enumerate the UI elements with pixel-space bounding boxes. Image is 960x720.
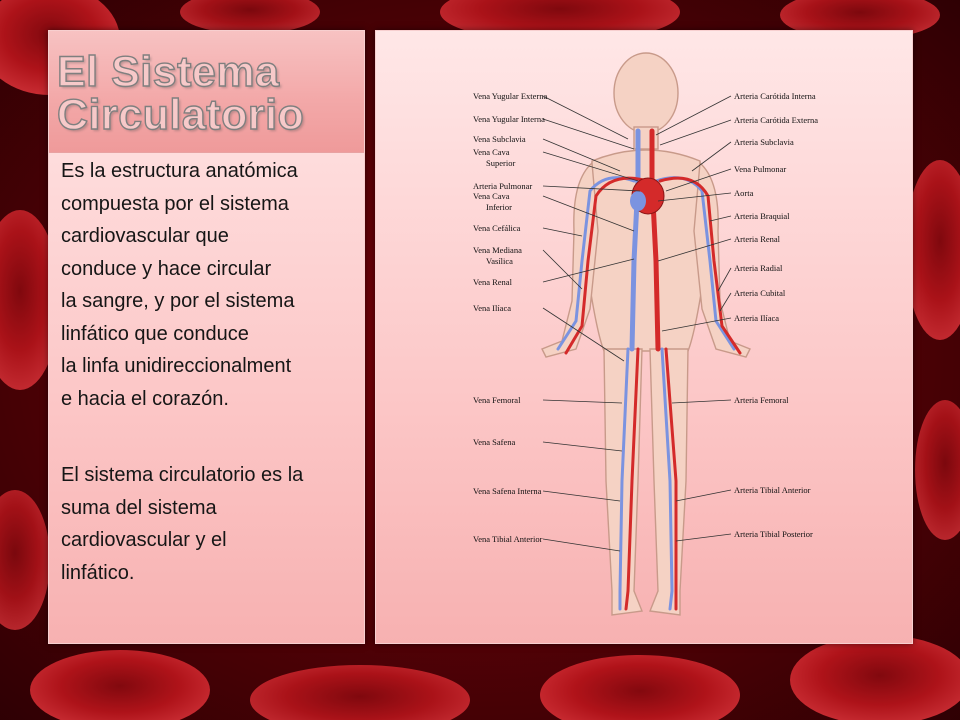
leader-line	[692, 142, 731, 171]
vessel-label-left: Vasílica	[486, 256, 513, 266]
paragraph-line: Es la estructura anatómica	[61, 160, 298, 182]
definition-paragraph	[61, 155, 361, 415]
paragraph-line: conduce y hace circular	[61, 257, 272, 280]
vessel-label-right: Arteria Renal	[734, 234, 781, 244]
paragraph-line: linfático.	[61, 561, 135, 584]
vessel-label-right: Arteria Braquial	[734, 211, 790, 221]
vessel-label-left: Vena Renal	[473, 277, 512, 287]
heart-right-side	[630, 191, 646, 211]
vessel-label-left: Vena Cava	[473, 191, 510, 201]
page-title	[57, 48, 305, 139]
vessel-label-right: Arteria Tibial Anterior	[734, 485, 811, 495]
paragraph-line: linfático que conduce	[61, 322, 249, 345]
leader-line	[660, 120, 731, 145]
vessel-label-right: Vena Pulmonar	[734, 164, 787, 174]
vessel-label-left: Superior	[486, 158, 516, 168]
vessel-label-right: Arteria Tibial Posterior	[734, 529, 813, 539]
title-line: Circulatorio	[57, 91, 305, 139]
circulatory-system-diagram	[376, 31, 914, 645]
paragraph-line: cardiovascular que	[61, 225, 229, 247]
leader-line	[543, 539, 620, 551]
summary-paragraph	[61, 459, 361, 589]
vessel-label-left: Vena Cefálica	[473, 223, 521, 233]
vessel-label-left: Inferior	[486, 202, 512, 212]
paragraph-line: e hacia el corazón.	[61, 387, 229, 410]
vessel-label-left: Vena Safena Interna	[473, 486, 542, 496]
vessel-label-left: Vena Yugular Externa	[473, 91, 548, 101]
text-panel	[48, 30, 365, 644]
vessel-label-left: Vena Ilíaca	[473, 303, 511, 313]
vessel-label-left: Arteria Pulmonar	[473, 181, 533, 191]
vessel-label-right: Arteria Femoral	[734, 395, 789, 405]
human-body-figure	[542, 53, 750, 615]
vessel-label-left: Vena Femoral	[473, 395, 521, 405]
paragraph-line: suma del sistema	[61, 496, 217, 519]
paragraph-line: la sangre, y por el sistema	[61, 290, 295, 312]
title-line: El Sistema	[57, 48, 280, 96]
vessel-label-left: Vena Cava	[473, 147, 510, 157]
vessel-label-left: Vena Yugular Interna	[473, 114, 545, 124]
vessel-label-right: Aorta	[734, 188, 754, 198]
vessel-label-right: Arteria Carótida Interna	[734, 91, 816, 101]
leader-line	[720, 293, 731, 311]
diagram-panel	[375, 30, 913, 644]
head	[614, 53, 678, 133]
paragraph-line: la linfa unidireccionalment	[61, 355, 292, 377]
vessel-label-left: Vena Subclavia	[473, 134, 526, 144]
paragraph-line: cardiovascular y el	[61, 529, 227, 551]
vessel-label-right: Arteria Radial	[734, 263, 783, 273]
paragraph-line: El sistema circulatorio es la	[61, 464, 304, 486]
vessel-label-right: Arteria Carótida Externa	[734, 115, 819, 125]
leader-line	[676, 534, 731, 541]
vessel-label-left: Vena Tibial Anterior	[473, 534, 543, 544]
paragraph-line: compuesta por el sistema	[61, 192, 289, 215]
vessel-label-right: Arteria Ilíaca	[734, 313, 780, 323]
vessel-label-left: Vena Mediana	[473, 245, 522, 255]
vessel-label-right: Arteria Subclavia	[734, 137, 794, 147]
vessel-label-left: Vena Safena	[473, 437, 516, 447]
title-box	[49, 31, 364, 153]
vessel-label-right: Arteria Cubital	[734, 288, 786, 298]
